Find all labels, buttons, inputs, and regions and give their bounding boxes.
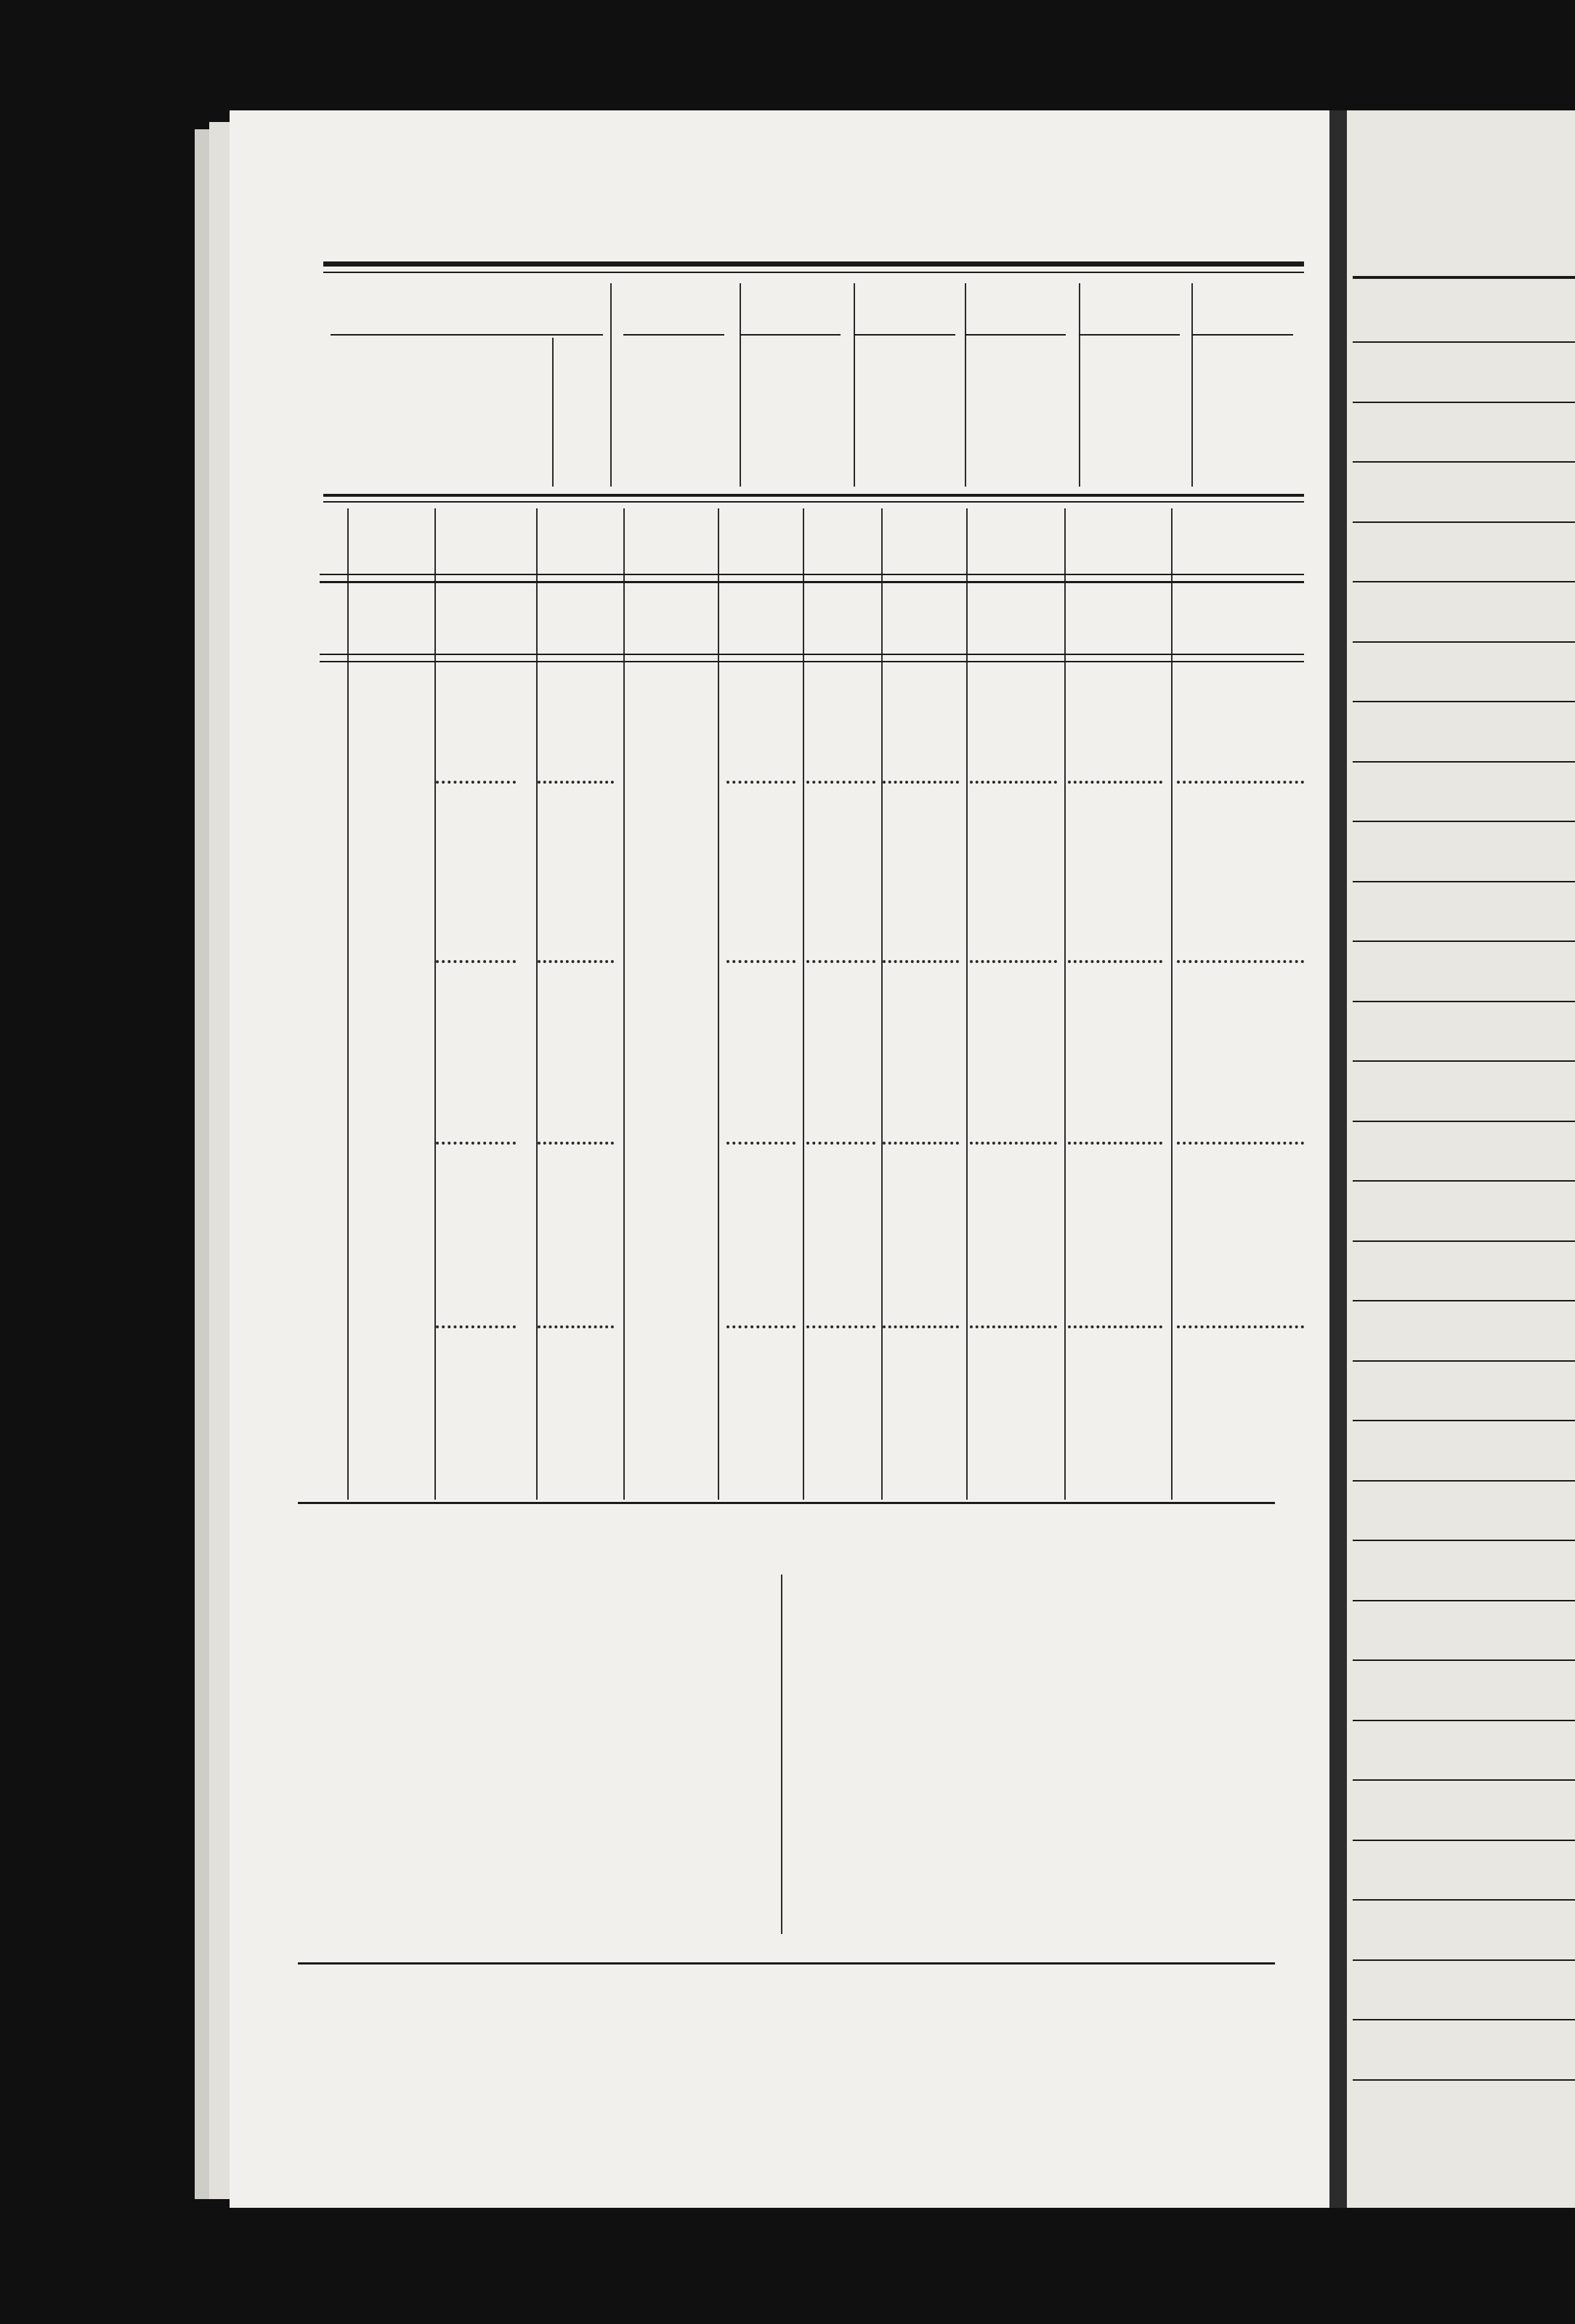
column-divider — [740, 283, 741, 487]
dotted-separator — [538, 781, 614, 784]
facing-row-rule — [1353, 1600, 1575, 1601]
calendar-bottom-rule — [298, 1962, 1275, 1965]
city-name-rule — [1079, 334, 1180, 336]
top-rule — [323, 261, 1304, 267]
dotted-separator — [538, 960, 614, 963]
column-divider — [718, 508, 719, 1500]
dotted-separator — [970, 1142, 1057, 1145]
dotted-separator — [1177, 960, 1304, 963]
dotted-separator — [436, 960, 516, 963]
column-divider — [1191, 283, 1193, 487]
dotted-separator — [806, 1325, 875, 1328]
facing-row-rule — [1353, 761, 1575, 763]
column-divider — [854, 283, 855, 487]
facing-row-rule — [1353, 1720, 1575, 1721]
column-divider — [536, 508, 538, 1500]
facing-row-rule — [1353, 2079, 1575, 2081]
col-header-rule — [320, 661, 1304, 662]
group-rule — [320, 581, 1304, 583]
column-divider — [552, 338, 554, 487]
dotted-separator — [970, 781, 1057, 784]
column-divider — [623, 508, 625, 1500]
dotted-separator — [726, 781, 795, 784]
column-divider — [434, 508, 436, 1500]
facing-top-rule — [1353, 276, 1575, 279]
facing-row-rule — [1353, 1360, 1575, 1362]
facing-row-rule — [1353, 2019, 1575, 2020]
facing-row-rule — [1353, 1659, 1575, 1661]
almanac-page — [230, 110, 1329, 2208]
dotted-separator — [436, 1325, 516, 1328]
top-rule-thin — [323, 272, 1304, 273]
dotted-separator — [726, 1142, 795, 1145]
dotted-separator — [1177, 781, 1304, 784]
facing-row-rule — [1353, 1240, 1575, 1242]
column-divider — [1064, 508, 1066, 1500]
dotted-separator — [970, 1325, 1057, 1328]
col-header-rule — [320, 654, 1304, 655]
city-name-rule — [623, 334, 724, 336]
phases-bottom-rule2 — [323, 501, 1304, 503]
phases-bottom-rule — [323, 494, 1304, 497]
facing-row-rule — [1353, 581, 1575, 582]
city-name-rule — [740, 334, 841, 336]
facing-row-rule — [1353, 1121, 1575, 1122]
dotted-separator — [883, 960, 959, 963]
column-divider — [881, 508, 883, 1500]
facing-row-rule — [1353, 402, 1575, 403]
dotted-separator — [806, 781, 875, 784]
facing-row-rule — [1353, 1060, 1575, 1062]
facing-row-rule — [1353, 1899, 1575, 1901]
facing-row-rule — [1353, 1959, 1575, 1961]
column-divider — [965, 283, 966, 487]
phase-label-rule — [331, 334, 603, 336]
facing-row-rule — [1353, 1840, 1575, 1841]
dotted-separator — [538, 1142, 614, 1145]
dotted-separator — [436, 1142, 516, 1145]
facing-row-rule — [1353, 1180, 1575, 1182]
column-divider — [610, 283, 612, 487]
dotted-separator — [970, 960, 1057, 963]
dotted-separator — [883, 1325, 959, 1328]
group-rule — [320, 574, 1304, 575]
facing-row-rule — [1353, 521, 1575, 523]
facing-row-rule — [1353, 1779, 1575, 1781]
facing-row-rule — [1353, 1480, 1575, 1482]
calendar-divider — [781, 1575, 782, 1934]
column-divider — [803, 508, 804, 1500]
facing-row-rule — [1353, 341, 1575, 343]
city-name-rule — [854, 334, 955, 336]
facing-row-rule — [1353, 1540, 1575, 1541]
facing-row-rule — [1353, 940, 1575, 942]
dotted-separator — [1068, 1142, 1162, 1145]
book-gutter — [1329, 110, 1347, 2208]
dotted-separator — [436, 781, 516, 784]
dotted-separator — [726, 960, 795, 963]
facing-row-rule — [1353, 881, 1575, 882]
column-divider — [1171, 508, 1173, 1500]
city-name-rule — [965, 334, 1066, 336]
dotted-separator — [883, 781, 959, 784]
dotted-separator — [883, 1142, 959, 1145]
dotted-separator — [1068, 960, 1162, 963]
city-name-rule — [1192, 334, 1293, 336]
facing-page — [1347, 110, 1575, 2208]
column-divider — [966, 508, 968, 1500]
dotted-separator — [1068, 1325, 1162, 1328]
facing-row-rule — [1353, 1420, 1575, 1421]
facing-row-rule — [1353, 1001, 1575, 1002]
dotted-separator — [726, 1325, 795, 1328]
facing-row-rule — [1353, 641, 1575, 643]
column-divider — [347, 508, 349, 1500]
column-divider — [1079, 283, 1080, 487]
dotted-separator — [538, 1325, 614, 1328]
dotted-separator — [806, 1142, 875, 1145]
table-bottom-rule — [298, 1502, 1275, 1504]
facing-row-rule — [1353, 1300, 1575, 1301]
facing-row-rule — [1353, 461, 1575, 463]
facing-row-rule — [1353, 821, 1575, 822]
dotted-separator — [1177, 1325, 1304, 1328]
dotted-separator — [1068, 781, 1162, 784]
facing-row-rule — [1353, 701, 1575, 702]
dotted-separator — [1177, 1142, 1304, 1145]
dotted-separator — [806, 960, 875, 963]
